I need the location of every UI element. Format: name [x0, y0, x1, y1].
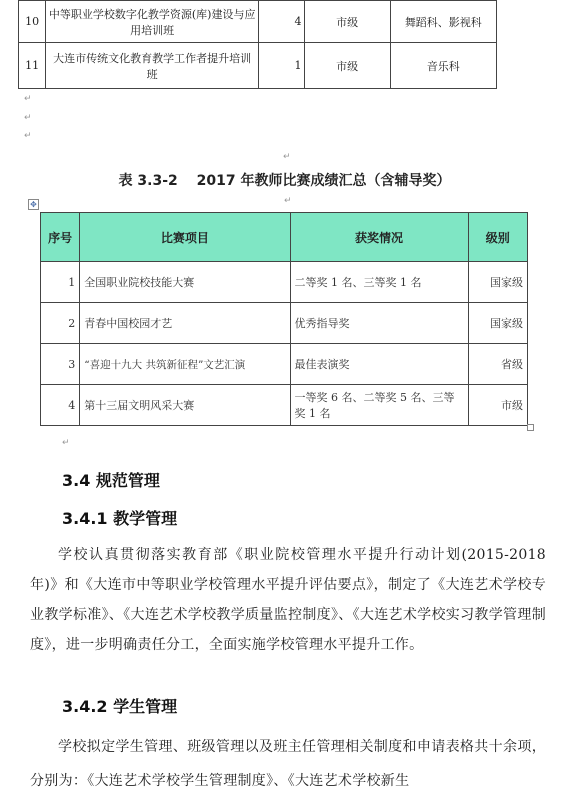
subsection-heading: 3.4.1 教学管理: [62, 509, 178, 528]
awards-table: [40, 212, 528, 426]
header-item: 比赛项目: [80, 213, 290, 262]
participant-count: 4: [258, 1, 304, 43]
table-caption: 表 3.3-2 2017 年教师比赛成绩汇总（含辅导奖）: [118, 173, 451, 189]
paragraph-mark: ↵: [62, 438, 70, 448]
award-level: 市级: [468, 385, 527, 426]
table-resize-handle[interactable]: [527, 424, 534, 431]
paragraph-mark: ↵: [284, 196, 292, 206]
body-paragraph: 学校认真贯彻落实教育部《职业院校管理水平提升行动计划(2015-2018 年)》和《大连市中等职业学校管理水平提升评估要点》，制定了《大连艺术学校专业教学标准》、《大连艺术学校教学质量监控制度》、《大连艺术学校实习教学管理制度》，进一步明确责任分工，全面实施学校管理水平提升工作。: [30, 547, 546, 653]
award-result: 二等奖 1 名、三等奖 1 名: [290, 262, 468, 303]
table-row: [19, 43, 497, 89]
award-result: 优秀指导奖: [290, 303, 468, 344]
paragraph-mark: ↵: [283, 152, 291, 162]
section-heading: 3.4 规范管理: [62, 471, 160, 490]
row-index: 2: [41, 303, 80, 344]
level-cell: 市级: [304, 1, 390, 43]
header-index: 序号: [41, 213, 80, 262]
subsection-heading: 3.4.2 学生管理: [62, 697, 178, 716]
paragraph-mark: ↵: [24, 131, 32, 141]
training-name: 大连市传统文化教育教学工作者提升培训班: [46, 43, 259, 89]
level-cell: 市级: [304, 43, 390, 89]
table-row: [41, 303, 528, 344]
paragraph-mark: ↵: [24, 113, 32, 123]
award-level: 国家级: [468, 262, 527, 303]
header-level: 级别: [468, 213, 527, 262]
table-row: [19, 1, 497, 43]
header-result: 获奖情况: [290, 213, 468, 262]
competition-item: 全国职业院校技能大赛: [80, 262, 290, 303]
subject-cell: 舞蹈科、影视科: [390, 1, 496, 43]
table-row: [41, 344, 528, 385]
award-result: 最佳表演奖: [290, 344, 468, 385]
participant-count: 1: [258, 43, 304, 89]
body-paragraph: 学校拟定学生管理、班级管理以及班主任管理相关制度和申请表格共十余项，分别为：《大连艺术学校学生管理制度》、《大连艺术学校新生: [30, 739, 546, 789]
award-level: 国家级: [468, 303, 527, 344]
table-header-row: [41, 213, 528, 262]
subject-cell: 音乐科: [390, 43, 496, 89]
paragraph-mark: ↵: [24, 94, 32, 104]
competition-item: 第十三届文明风采大赛: [80, 385, 290, 426]
row-index: 3: [41, 344, 80, 385]
row-index: 10: [19, 1, 46, 43]
previous-table: [18, 0, 497, 89]
row-index: 1: [41, 262, 80, 303]
competition-item: “喜迎十九大 共筑新征程”文艺汇演: [80, 344, 290, 385]
row-index: 11: [19, 43, 46, 89]
competition-item: 青春中国校园才艺: [80, 303, 290, 344]
training-name: 中等职业学校数字化教学资源(库)建设与应用培训班: [46, 1, 259, 43]
row-index: 4: [41, 385, 80, 426]
award-result: 一等奖 6 名、二等奖 5 名、三等奖 1 名: [290, 385, 468, 426]
table-move-handle-icon[interactable]: ✥: [28, 199, 39, 210]
table-row: [41, 385, 528, 426]
table-row: [41, 262, 528, 303]
award-level: 省级: [468, 344, 527, 385]
